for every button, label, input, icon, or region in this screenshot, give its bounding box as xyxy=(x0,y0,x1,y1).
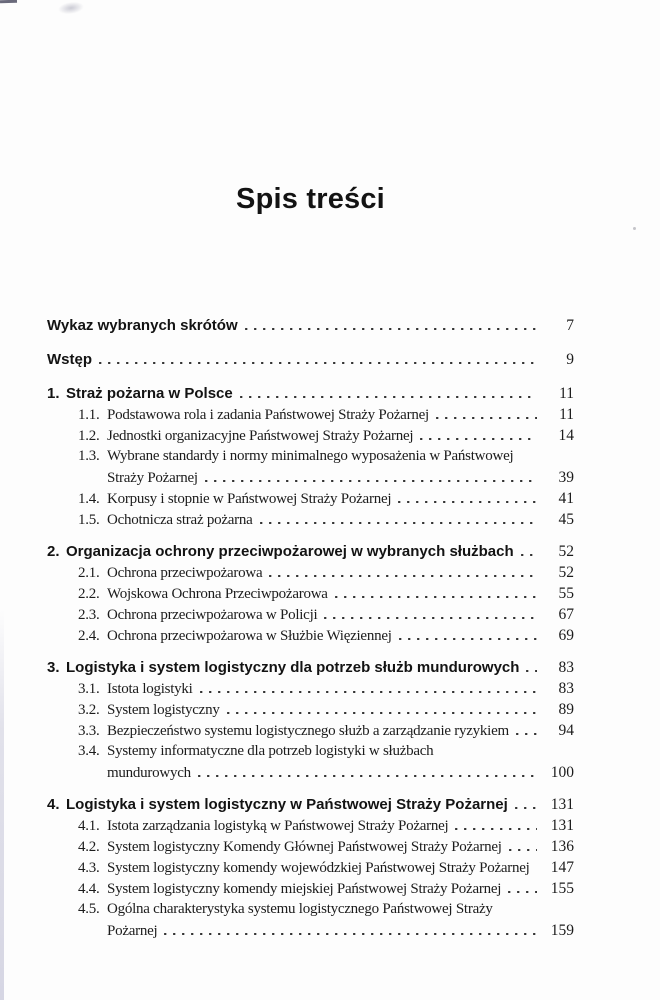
toc-entry xyxy=(47,678,574,699)
page-number: 52 xyxy=(558,564,574,581)
toc-entry-label: Ogólna charakterystyka systemu logistycznego Państwowej Straży xyxy=(107,901,493,917)
toc-entry-label: Straży Pożarnej xyxy=(107,470,198,486)
toc-entry-number: 1.3. xyxy=(78,448,100,464)
toc-entry-number: 4.2. xyxy=(78,839,100,855)
toc-entry-label: Wstęp xyxy=(47,351,92,368)
toc-entry-label: mundurowych xyxy=(107,765,191,781)
leader-dots xyxy=(399,638,537,640)
toc-entry xyxy=(47,836,574,857)
toc-entry xyxy=(47,488,574,509)
toc-entry-number: 3.3. xyxy=(78,723,100,739)
leader-dots xyxy=(436,417,537,419)
toc-entry xyxy=(47,657,574,678)
page-number: 159 xyxy=(550,922,574,939)
toc-entry-number: 2.3. xyxy=(78,607,100,623)
leader-dots xyxy=(245,328,537,330)
toc-entry-label: Istota logistyki xyxy=(107,681,193,697)
toc-entry-label: Straż pożarna w Polsce xyxy=(66,385,233,402)
toc-entry xyxy=(47,699,574,720)
page-number: 14 xyxy=(558,427,574,444)
leader-dots xyxy=(515,807,537,809)
leader-dots xyxy=(205,480,537,482)
toc-entry-label: System logistyczny Komendy Głównej Państwowej Straży Pożarnej xyxy=(107,839,502,855)
toc-entry xyxy=(47,625,574,646)
toc-entry-number: 4. xyxy=(47,796,60,813)
leader-dots xyxy=(164,933,537,935)
scan-artifact-speck xyxy=(633,227,636,230)
toc-entry xyxy=(47,878,574,899)
toc-entry xyxy=(47,541,574,562)
toc-entry xyxy=(47,720,574,741)
toc-entry-number: 4.1. xyxy=(78,818,100,834)
toc-entry-number: 1.5. xyxy=(78,512,100,528)
scan-artifact-corner-dash xyxy=(0,0,17,3)
leader-dots xyxy=(99,362,537,364)
toc-entry-continuation xyxy=(47,467,574,488)
toc-list xyxy=(47,315,574,941)
toc-entry-label: Podstawowa rola i zadania Państwowej Straży Pożarnej xyxy=(107,407,429,423)
leader-dots xyxy=(335,596,537,598)
page-number: 89 xyxy=(558,701,574,718)
toc-entry-number: 3.2. xyxy=(78,702,100,718)
toc-entry-number: 2.2. xyxy=(78,586,100,602)
page-number: 11 xyxy=(559,406,574,423)
toc-entry xyxy=(47,404,574,425)
toc-entry-label: Istota zarządzania logistyką w Państwowej Straży Pożarnej xyxy=(107,818,449,834)
page-number: 41 xyxy=(558,490,574,507)
toc-entry-label: System logistyczny komendy miejskiej Państwowej Straży Pożarnej xyxy=(107,881,502,897)
toc-entry xyxy=(47,383,574,404)
page-number: 67 xyxy=(558,606,574,623)
page-number: 131 xyxy=(550,796,574,813)
toc-entry xyxy=(47,899,574,920)
toc-entry-number: 4.3. xyxy=(78,860,100,876)
toc-entry xyxy=(47,315,574,336)
leader-dots xyxy=(420,438,537,440)
leader-dots xyxy=(526,670,537,672)
toc-entry-label: Ochrona przeciwpożarowa w Służbie Więziennej xyxy=(107,628,392,644)
page-number: 155 xyxy=(550,880,574,897)
leader-dots xyxy=(455,828,537,830)
toc-entry xyxy=(47,425,574,446)
toc-entry-number: 3.1. xyxy=(78,681,100,697)
toc-entry-number: 1.4. xyxy=(78,491,100,507)
toc-entry-number: 4.5. xyxy=(78,901,100,917)
page-number: 94 xyxy=(558,722,574,739)
toc-entry xyxy=(47,446,574,467)
toc-entry-number: 3. xyxy=(47,659,60,676)
page-number: 55 xyxy=(558,585,574,602)
toc-entry-label: Jednostki organizacyjne Państwowej Straży Pożarnej xyxy=(107,428,414,444)
toc-entry-label: Pożarnej xyxy=(107,923,158,939)
toc-entry-label: Ochotnicza straż pożarna xyxy=(107,512,253,528)
toc-entry-number: 2. xyxy=(47,543,60,560)
toc-entry xyxy=(47,604,574,625)
leader-dots xyxy=(227,712,537,714)
page-number: 52 xyxy=(558,543,574,560)
page-title: Spis treści xyxy=(236,183,385,215)
toc-entry xyxy=(47,583,574,604)
page-number: 83 xyxy=(558,659,574,676)
toc-entry-label: System logistyczny xyxy=(107,702,220,718)
leader-dots xyxy=(521,554,537,556)
toc-entry-label: Organizacja ochrony przeciwpożarowej w wybranych służbach xyxy=(66,543,514,560)
page-number: 39 xyxy=(558,469,574,486)
toc-entry-label: Ochrona przeciwpożarowa w Policji xyxy=(107,607,318,623)
page-number: 147 xyxy=(550,859,574,876)
page-number: 45 xyxy=(558,511,574,528)
leader-dots xyxy=(260,522,537,524)
toc-entry xyxy=(47,562,574,583)
toc-entry-label: Wykaz wybranych skrótów xyxy=(47,317,238,334)
toc-entry-number: 1.1. xyxy=(78,407,100,423)
page-number: 69 xyxy=(558,627,574,644)
leader-dots xyxy=(240,396,537,398)
toc-entry-continuation xyxy=(47,920,574,941)
leader-dots xyxy=(198,775,537,777)
toc-entry xyxy=(47,794,574,815)
toc-entry-continuation xyxy=(47,762,574,783)
toc-entry xyxy=(47,349,574,370)
toc-entry-label: Logistyka i system logistyczny dla potrzeb służb mundurowych xyxy=(66,659,520,676)
page-number: 131 xyxy=(550,817,574,834)
page-number: 9 xyxy=(566,351,574,368)
toc-entry xyxy=(47,741,574,762)
leader-dots xyxy=(516,733,537,735)
toc-entry xyxy=(47,857,574,878)
toc-entry-number: 2.1. xyxy=(78,565,100,581)
page-number: 11 xyxy=(559,385,574,402)
toc-entry-label: Systemy informatyczne dla potrzeb logistyki w służbach xyxy=(107,743,434,759)
leader-dots xyxy=(509,849,537,851)
page-number: 7 xyxy=(566,317,574,334)
toc-entry-label: Bezpieczeństwo systemu logistycznego służb a zarządzanie ryzykiem xyxy=(107,723,509,739)
leader-dots xyxy=(324,617,537,619)
page-number: 136 xyxy=(550,838,574,855)
toc-entry-label: Wojskowa Ochrona Przeciwpożarowa xyxy=(107,586,328,602)
toc-entry-number: 1. xyxy=(47,385,60,402)
toc-entry-label: Wybrane standardy i normy minimalnego wyposażenia w Państwowej xyxy=(107,448,514,464)
scan-artifact-left-edge xyxy=(0,610,4,1000)
page-number: 83 xyxy=(558,680,574,697)
page-number: 100 xyxy=(550,764,574,781)
toc-entry-number: 1.2. xyxy=(78,428,100,444)
toc-entry-number: 4.4. xyxy=(78,881,100,897)
toc-entry-label: System logistyczny komendy wojewódzkiej Państwowej Straży Pożarnej xyxy=(107,860,530,876)
leader-dots xyxy=(269,575,537,577)
toc-entry-label: Logistyka i system logistyczny w Państwowej Straży Pożarnej xyxy=(66,796,508,813)
leader-dots xyxy=(508,891,537,893)
toc-entry-label: Korpusy i stopnie w Państwowej Straży Pożarnej xyxy=(107,491,392,507)
toc-entry xyxy=(47,509,574,530)
leader-dots xyxy=(398,501,537,503)
scan-artifact-smudge xyxy=(57,0,84,16)
leader-dots xyxy=(200,691,537,693)
toc-entry-number: 3.4. xyxy=(78,743,100,759)
toc-entry xyxy=(47,815,574,836)
toc-entry-number: 2.4. xyxy=(78,628,100,644)
toc-entry-label: Ochrona przeciwpożarowa xyxy=(107,565,263,581)
